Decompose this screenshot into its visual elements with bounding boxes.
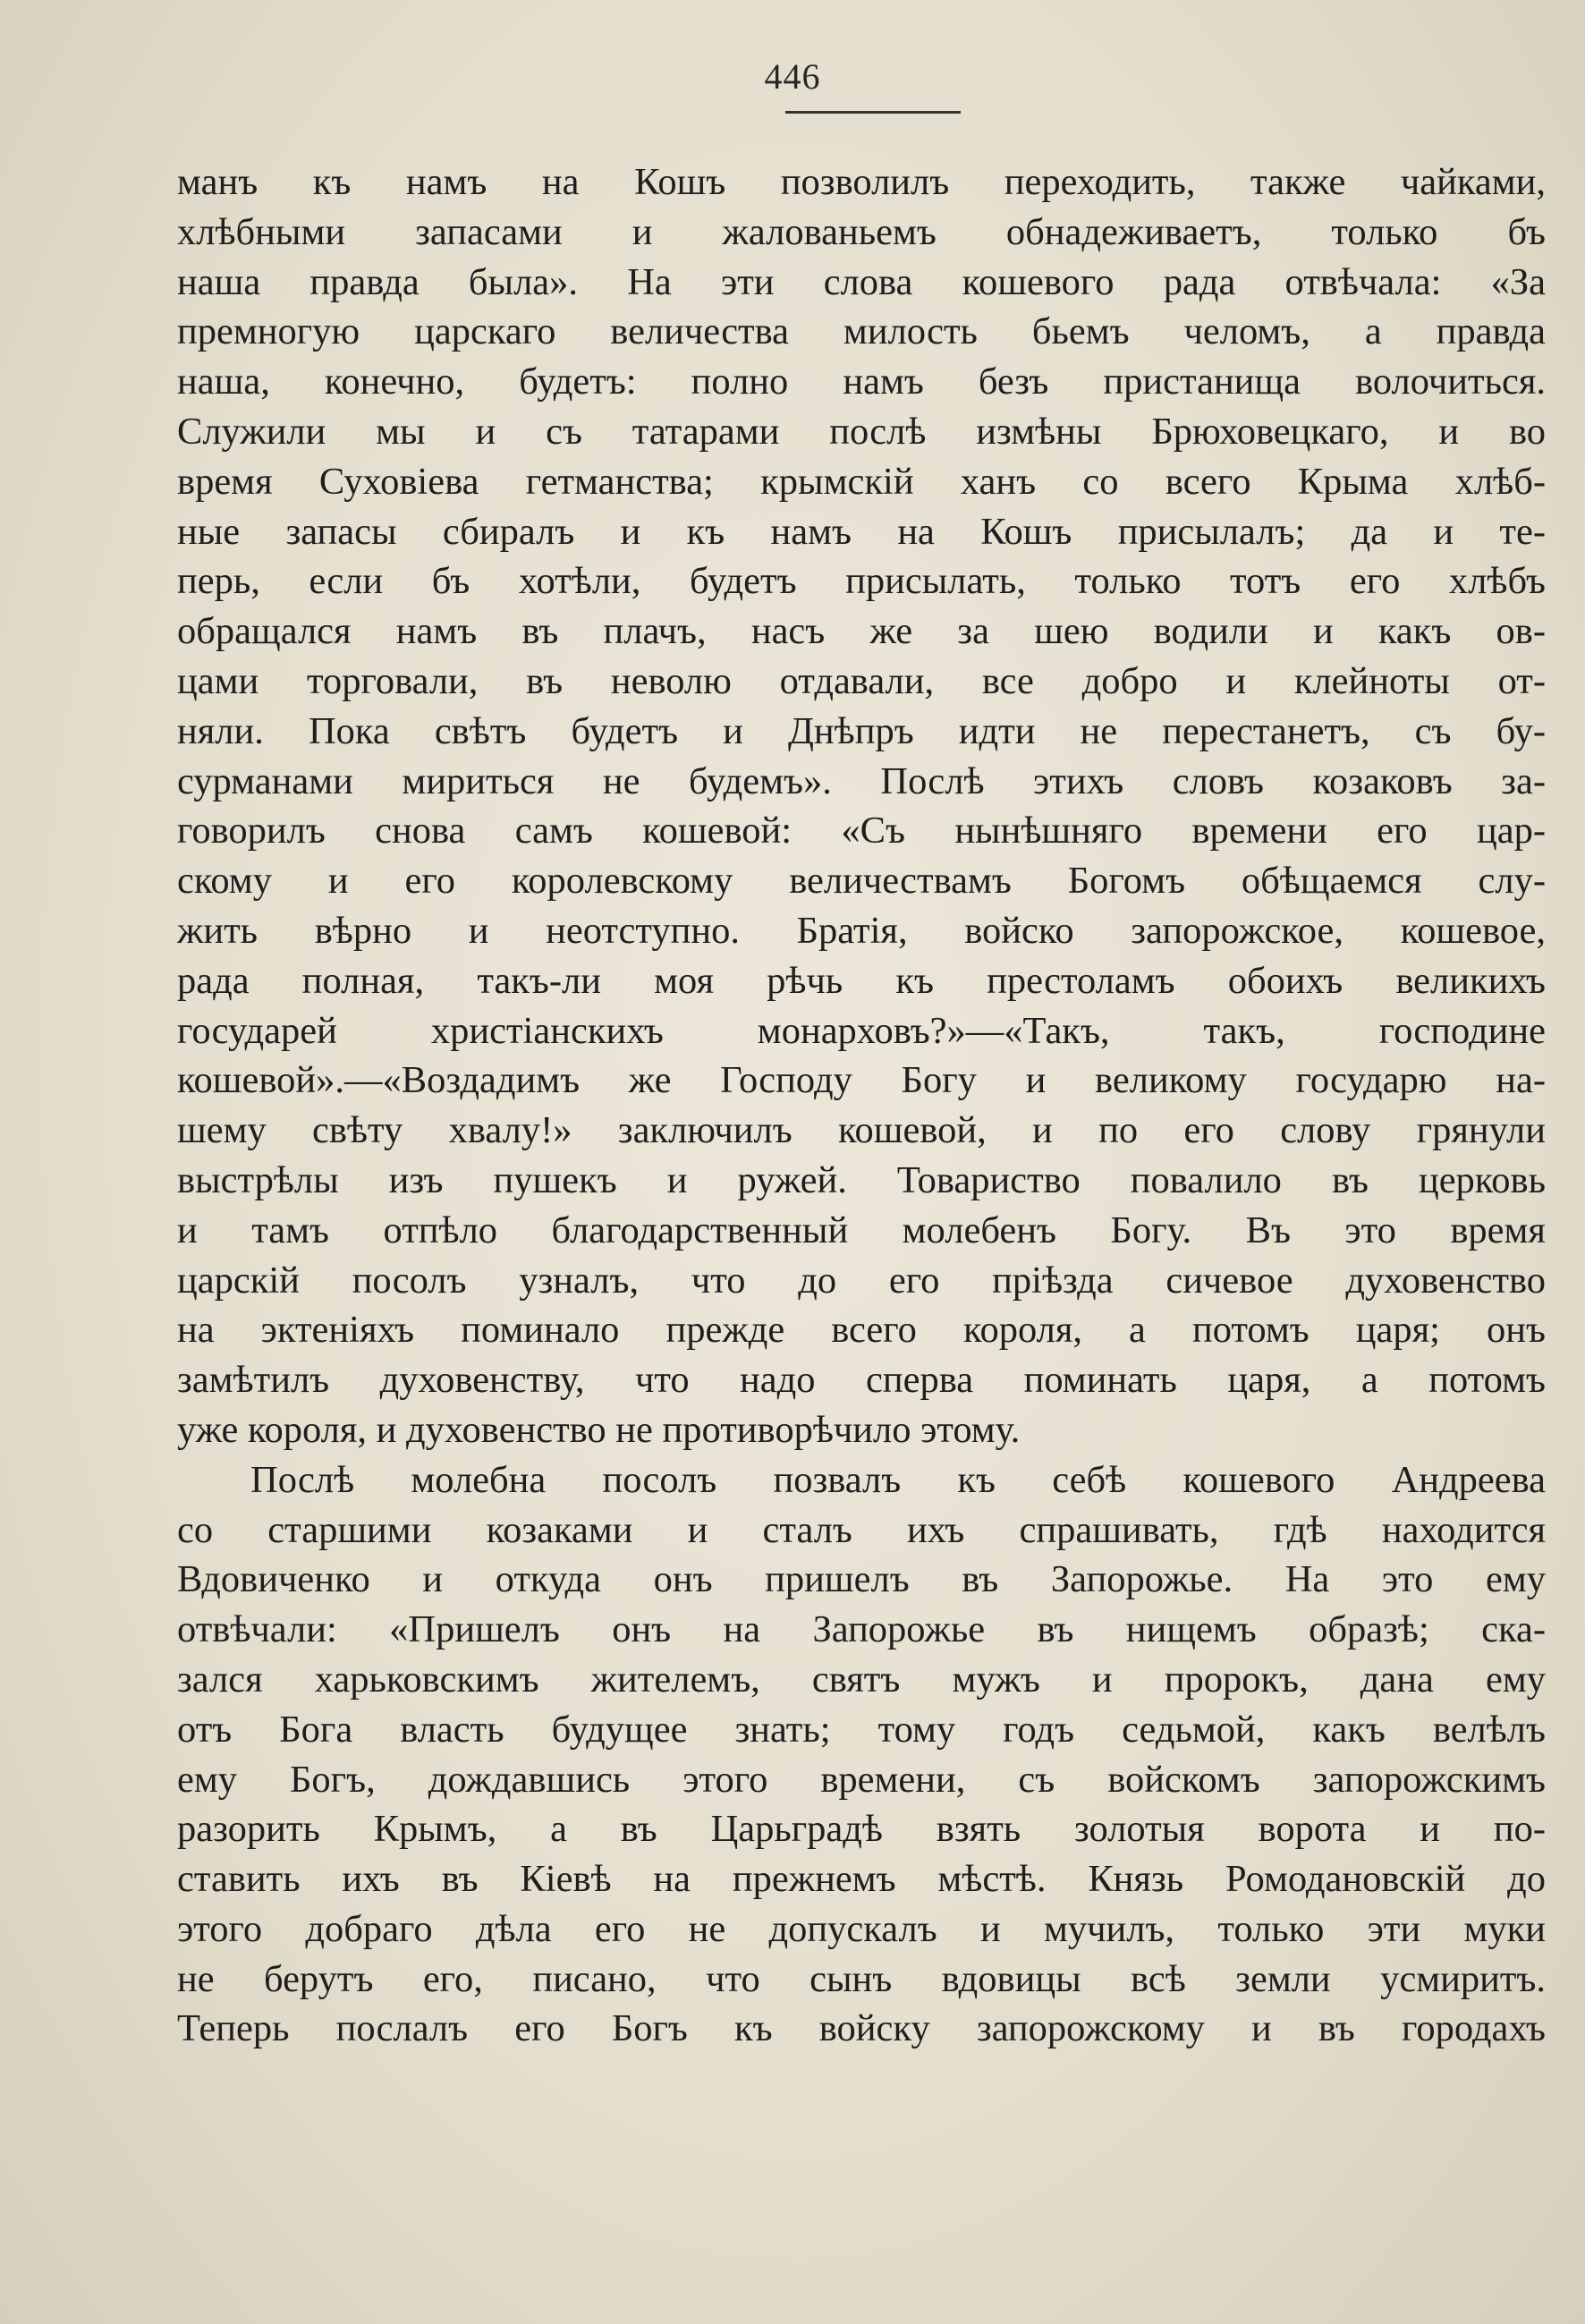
text-line: отвѣчали: «Пришелъ онъ на Запорожье въ нищемъ образѣ; ска- (177, 1608, 1546, 1651)
text-line: отъ Бога власть будущее знать; тому годъ седьмой, какъ велѣлъ (177, 1708, 1546, 1751)
text-line: государей христіанскихъ монарховъ?»—«Такъ, такъ, господине (177, 1009, 1546, 1052)
text-line: хлѣбными запасами и жалованьемъ обнадеживаетъ, только бъ (177, 210, 1546, 253)
text-line: кошевой».—«Воздадимъ же Господу Богу и великому государю на- (177, 1059, 1546, 1102)
text-line: Вдовиченко и откуда онъ пришелъ въ Запорожье. На это ему (177, 1558, 1546, 1601)
text-line: разорить Крымъ, а въ Царьградѣ взять золотыя ворота и по- (177, 1808, 1546, 1851)
text-line: рада полная, такъ-ли моя рѣчь къ престоламъ обоихъ великихъ (177, 959, 1546, 1002)
text-line: ему Богъ, дождавшись этого времени, съ войскомъ запорожскимъ (177, 1758, 1546, 1801)
text-line: и тамъ отпѣло благодарственный молебенъ Богу. Въ это время (177, 1209, 1546, 1251)
text-line: премногую царскаго величества милость бьемъ челомъ, а правда (177, 310, 1546, 353)
text-line: царскій посолъ узналъ, что до его пріѣзда сичевое духовенство (177, 1259, 1546, 1302)
header-rule (785, 111, 961, 114)
text-line: жить вѣрно и неотступно. Братія, войско запорожское, кошевое, (177, 909, 1546, 952)
text-line: говорилъ снова самъ кошевой: «Съ нынѣшняго времени его цар- (177, 810, 1546, 852)
text-line: выстрѣлы изъ пушекъ и ружей. Товариство повалило въ церковь (177, 1158, 1546, 1201)
text-line: Теперь послалъ его Богъ къ войску запорожскому и въ городахъ (177, 2007, 1546, 2050)
text-line-paragraph-start: Послѣ молебна посолъ позвалъ къ себѣ кошевого Андреева (250, 1458, 1546, 1501)
text-line-paragraph-end: уже короля, и духовенство не противорѣчило этому. (177, 1408, 1021, 1451)
text-line: замѣтилъ духовенству, что надо сперва поминать царя, а потомъ (177, 1359, 1546, 1402)
text-line: перь, если бъ хотѣли, будетъ присылать, только тотъ его хлѣбъ (177, 560, 1546, 603)
text-line: этого добраго дѣла его не допускалъ и мучилъ, только эти муки (177, 1907, 1546, 1950)
text-line: обращался намъ въ плачъ, насъ же за шею водили и какъ ов- (177, 610, 1546, 653)
text-line: наша, конечно, будетъ: полно намъ безъ пристанища волочиться. (177, 360, 1546, 403)
text-line: шему свѣту хвалу!» заключилъ кошевой, и по его слову грянули (177, 1109, 1546, 1152)
page-number: 446 (764, 56, 821, 97)
text-line: со старшими козаками и сталъ ихъ спрашивать, гдѣ находится (177, 1508, 1546, 1551)
text-line: няли. Пока свѣтъ будетъ и Днѣпръ идти не перестанетъ, съ бу- (177, 709, 1546, 752)
text-line: на эктеніяхъ поминало прежде всего короля, а потомъ царя; онъ (177, 1309, 1546, 1352)
text-line: скому и его королевскому величествамъ Богомъ обѣщаемся слу- (177, 860, 1546, 903)
text-line: время Суховіева гетманства; крымскій ханъ со всего Крыма хлѣб- (177, 460, 1546, 503)
text-line: ные запасы сбиралъ и къ намъ на Кошъ присылалъ; да и те- (177, 510, 1546, 553)
text-line: сурманами мириться не будемъ». Послѣ этихъ словъ козаковъ за- (177, 759, 1546, 802)
text-line: цами торговали, въ неволю отдавали, все добро и клейноты от- (177, 659, 1546, 702)
body-text (177, 157, 1546, 2054)
text-line: Служили мы и съ татарами послѣ измѣны Брюховецкаго, и во (177, 410, 1546, 453)
text-line: ставить ихъ въ Кіевѣ на прежнемъ мѣстѣ. Князь Ромодановскій до (177, 1858, 1546, 1901)
text-line: наша правда была». На эти слова кошевого рада отвѣчала: «За (177, 260, 1546, 303)
text-line: манъ къ намъ на Кошъ позволилъ переходить, также чайками, (177, 161, 1546, 203)
text-line: не берутъ его, писано, что сынъ вдовицы всѣ земли усмиритъ. (177, 1957, 1546, 2000)
text-line: зался харьковскимъ жителемъ, святъ мужъ и пророкъ, дана ему (177, 1658, 1546, 1701)
